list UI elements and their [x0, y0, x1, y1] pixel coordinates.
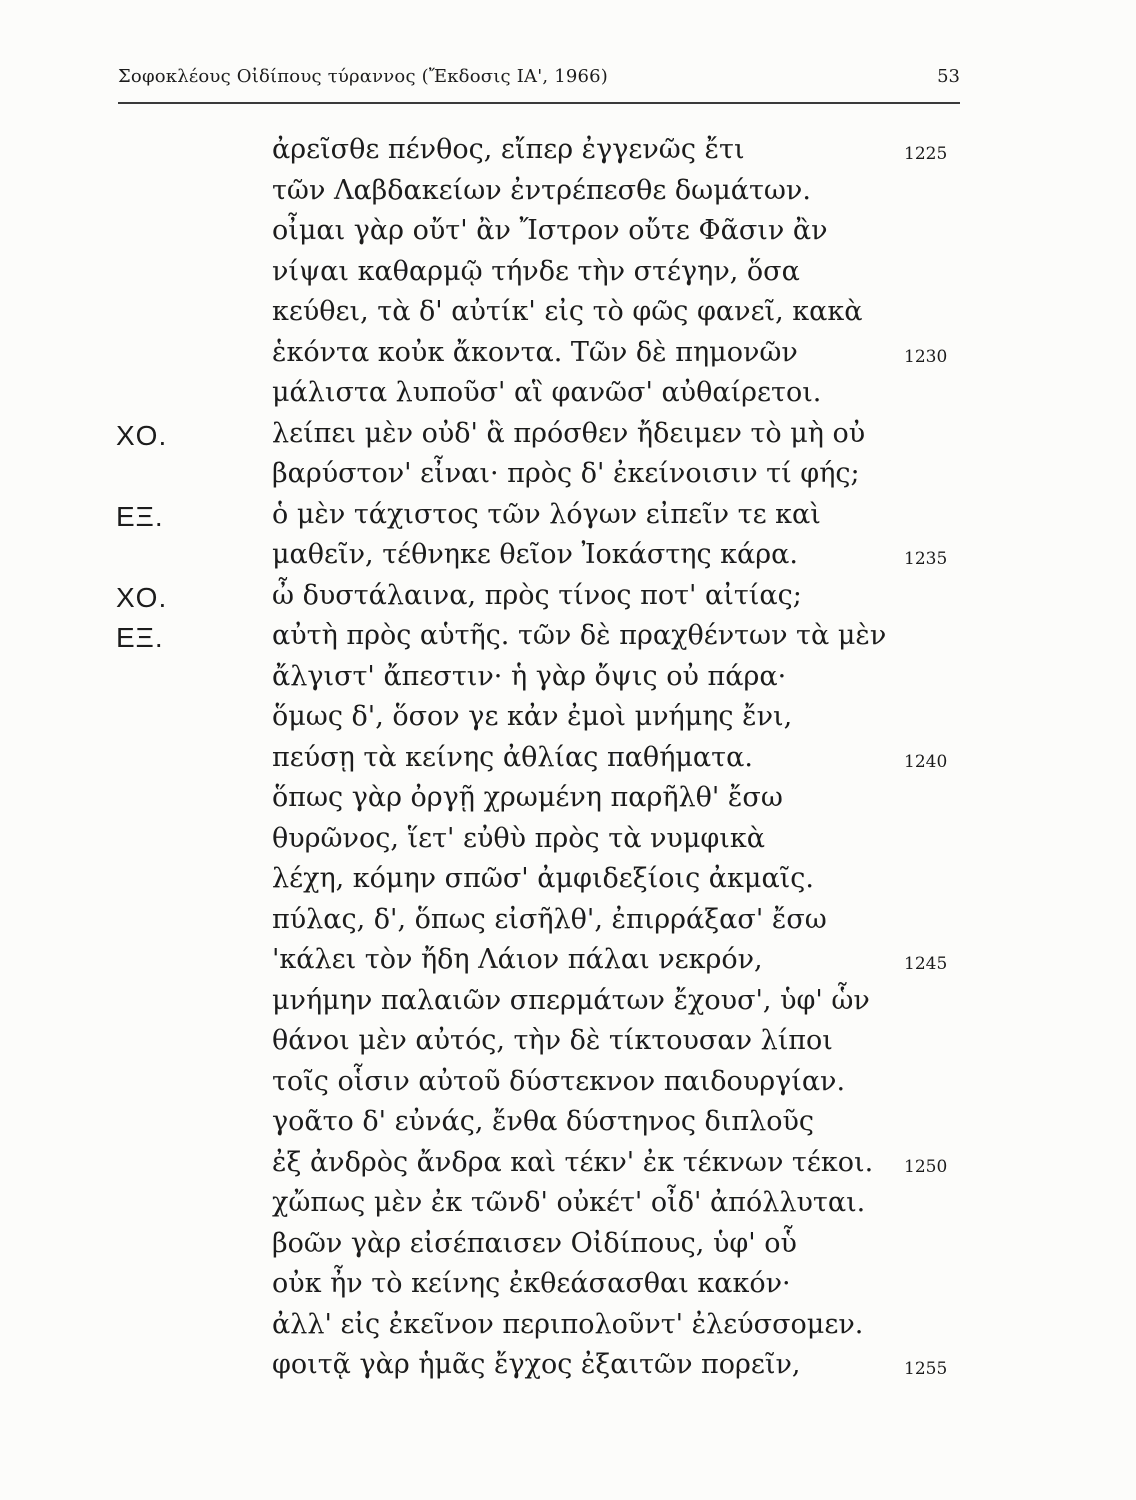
- verse-line: [0, 134, 1136, 175]
- verse-line: [0, 377, 1136, 418]
- running-title: Σοφοκλέους Οἰδίπους τύραννος (Ἔκδοσις ΙΑ', 1966): [118, 66, 609, 87]
- verse-line: [0, 742, 1136, 783]
- verse-text-line: ὅπως γὰρ ὀργῇ χρωμένη παρῆλθ' ἔσω: [272, 782, 783, 813]
- verse-text-line: γοᾶτο δ' εὐνάς, ἔνθα δύστηνος διπλοῦς: [272, 1106, 815, 1137]
- speaker-label: ΧΟ.: [116, 419, 168, 451]
- page-number: 53: [937, 66, 960, 87]
- verse-text-line: ἀλλ' εἰς ἐκεῖνον περιπολοῦντ' ἐλεύσσομεν.: [272, 1308, 864, 1340]
- verse-text-line: μνήμην παλαιῶν σπερμάτων ἔχουσ', ὑφ' ὧν: [272, 984, 870, 1016]
- verse-line: [0, 175, 1136, 216]
- verse-line: [0, 499, 1136, 540]
- line-number: 1235: [904, 549, 948, 569]
- line-number: 1225: [904, 144, 948, 164]
- verse-line: [0, 944, 1136, 985]
- verse-text-line: νίψαι καθαρμῷ τήνδε τὴν στέγην, ὅσα: [272, 255, 800, 287]
- speaker-label: ΕΞ.: [116, 500, 164, 532]
- verse-text-line: μάλιστα λυποῦσ' αἳ φανῶσ' αὐθαίρετοι.: [272, 377, 822, 408]
- line-number: 1240: [904, 751, 948, 772]
- verse-text-line: πεύσῃ τὰ κείνης ἀθλίας παθήματα.: [272, 741, 753, 773]
- verse-text-line: ἑκόντα κοὐκ ἄκοντα. Τῶν δὲ πημονῶν: [272, 336, 798, 368]
- speaker-label: ΕΞ.: [116, 622, 164, 653]
- verse-line: [0, 1025, 1136, 1066]
- verse-text-line: βοῶν γὰρ εἰσέπαισεν Οἰδίπους, ὑφ' οὗ: [272, 1227, 797, 1259]
- verse-line: [0, 256, 1136, 297]
- verse-text-line: οἶμαι γὰρ οὔτ' ἂν Ἴστρον οὔτε Φᾶσιν ἂν: [272, 215, 828, 246]
- verse-text-line: θυρῶνος, ἵετ' εὐθὺ πρὸς τὰ νυμφικὰ: [272, 822, 765, 854]
- verse-line: [0, 1187, 1136, 1228]
- verse-text-line: οὐκ ἦν τὸ κείνης ἐκθεάσασθαι κακόν·: [272, 1268, 791, 1299]
- verse-text-line: θάνοι μὲν αὐτός, τὴν δὲ τίκτουσαν λίποι: [272, 1025, 833, 1056]
- running-head: [118, 62, 960, 104]
- verse-text-line: πύλας, δ', ὅπως εἰσῆλθ', ἐπιρράξασ' ἔσω: [272, 903, 827, 935]
- verse-text-line: ἐξ ἀνδρὸς ἄνδρα καὶ τέκν' ἐκ τέκνων τέκοι.: [272, 1146, 874, 1178]
- verse-line: [0, 580, 1136, 621]
- line-number: 1245: [904, 954, 948, 974]
- verse-text-line: τῶν Λαβδακείων ἐντρέπεσθε δωμάτων.: [272, 174, 811, 206]
- verse-line: [0, 1268, 1136, 1309]
- verse-line: [0, 985, 1136, 1026]
- verse-text-line: ὁ μὲν τάχιστος τῶν λόγων εἰπεῖν τε καὶ: [272, 498, 821, 530]
- verse-text-line: ὅμως δ', ὅσον γε κἀν ἐμοὶ μνήμης ἔνι,: [272, 701, 793, 732]
- verse-line: [0, 1066, 1136, 1107]
- line-number: 1250: [904, 1156, 948, 1177]
- verse-line: [0, 661, 1136, 702]
- verse-line: [0, 418, 1136, 459]
- verse-text-line: κεύθει, τὰ δ' αὐτίκ' εἰς τὸ φῶς φανεῖ, κακὰ: [272, 296, 863, 327]
- verse-line: [0, 823, 1136, 864]
- verse-text: [0, 134, 1136, 1390]
- verse-line: [0, 458, 1136, 499]
- verse-text-line: ἄλγιστ' ἄπεστιν· ἡ γὰρ ὄψις οὐ πάρα·: [272, 660, 787, 692]
- verse-text-line: ἀρεῖσθε πένθος, εἴπερ ἐγγενῶς ἔτι: [272, 134, 745, 165]
- verse-line: [0, 539, 1136, 580]
- verse-line: [0, 701, 1136, 742]
- line-number: 1230: [904, 346, 948, 367]
- verse-text-line: λέχη, κόμην σπῶσ' ἀμφιδεξίοις ἀκμαῖς.: [272, 863, 814, 894]
- verse-line: [0, 620, 1136, 661]
- verse-line: [0, 1147, 1136, 1188]
- line-number: 1255: [904, 1359, 948, 1379]
- verse-line: [0, 337, 1136, 378]
- verse-line: [0, 904, 1136, 945]
- speaker-label: ΧΟ.: [116, 581, 168, 613]
- verse-text-line: αὐτὴ πρὸς αὑτῆς. τῶν δὲ πραχθέντων τὰ μὲν: [272, 620, 887, 651]
- verse-line: [0, 1309, 1136, 1350]
- verse-text-line: βαρύστον' εἶναι· πρὸς δ' ἐκείνοισιν τί φής;: [272, 458, 860, 489]
- verse-line: [0, 215, 1136, 256]
- verse-line: [0, 782, 1136, 823]
- verse-text-line: 'κάλει τὸν ἤδη Λάιον πάλαι νεκρόν,: [272, 944, 763, 975]
- verse-line: [0, 1228, 1136, 1269]
- verse-line: [0, 1349, 1136, 1390]
- verse-text-line: χὤπως μὲν ἐκ τῶνδ' οὐκέτ' οἶδ' ἀπόλλυται.: [272, 1187, 866, 1218]
- verse-line: [0, 296, 1136, 337]
- verse-text-line: ὦ δυστάλαινα, πρὸς τίνος ποτ' αἰτίας;: [272, 579, 802, 611]
- verse-line: [0, 863, 1136, 904]
- verse-text-line: τοῖς οἷσιν αὐτοῦ δύστεκνον παιδουργίαν.: [272, 1065, 846, 1097]
- verse-text-line: μαθεῖν, τέθνηκε θεῖον Ἰοκάστης κάρα.: [272, 539, 798, 570]
- verse-line: [0, 1106, 1136, 1147]
- verse-text-line: φοιτᾷ γὰρ ἡμᾶς ἔγχος ἐξαιτῶν πορεῖν,: [272, 1349, 801, 1380]
- verse-text-line: λείπει μὲν οὐδ' ἃ πρόσθεν ἤδειμεν τὸ μὴ οὐ: [272, 417, 866, 449]
